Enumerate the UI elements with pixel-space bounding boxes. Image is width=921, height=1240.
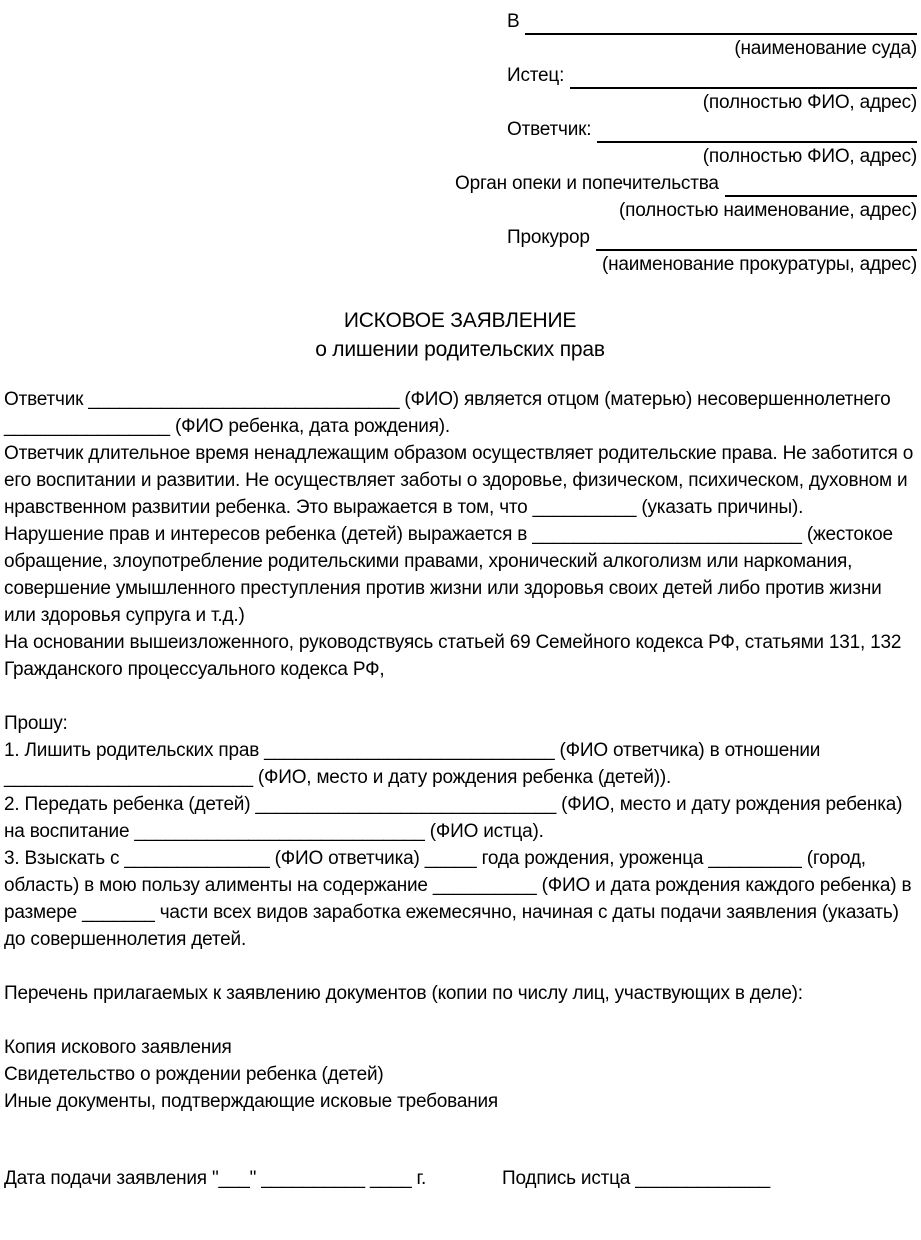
document-title	[4, 306, 916, 364]
attachment-item: Копия искового заявления	[4, 1037, 232, 1058]
plaintiff-signature-label: Подпись истца _____________	[502, 1168, 771, 1189]
defendant-line	[455, 116, 917, 143]
body-text	[4, 386, 916, 683]
defendant-caption: (полностью ФИО, адрес)	[702, 146, 917, 167]
attachments-heading: Перечень прилагаемых к заявлению документов (копии по числу лиц, участвующих в деле):	[4, 983, 803, 1004]
paragraph-neglect: Ответчик длительное время ненадлежащим образом осуществляет родительские права. Не заботится о его воспитании и развитии. Не осуществляет заботы о здоровье, физическом, психическом, духовном и нравственном развитии ребенка. Это выражается в том, что __________ (указать причины).	[4, 443, 914, 518]
guardianship-label: Орган опеки и попечительства	[455, 173, 719, 194]
prosecutor-label: Прокурор	[507, 227, 590, 248]
blank-line	[596, 228, 917, 251]
request-item-2: 2. Передать ребенка (детей) _____________________________ (ФИО, место и дату рождения ребенка) на воспитание ____________________________ (ФИО истца).	[4, 794, 903, 842]
attachment-item: Свидетельство о рождении ребенка (детей)	[4, 1064, 384, 1085]
blank-line	[525, 12, 917, 35]
request-item-1: 1. Лишить родительских прав ____________________________ (ФИО ответчика) в отношении ________________________ (ФИО, место и дату рождения ребенка (детей)).	[4, 740, 821, 788]
guardianship-caption: (полностью наименование, адрес)	[619, 200, 917, 221]
guardianship-line	[455, 170, 917, 197]
prosecutor-line	[455, 224, 917, 251]
blank-line	[597, 120, 917, 143]
attachments-list	[4, 1034, 916, 1115]
court-header-block	[455, 8, 917, 278]
court-label: В	[507, 11, 520, 32]
title-line-2: о лишении родительских прав	[315, 338, 605, 361]
request-heading: Прошу:	[4, 713, 68, 734]
filing-date-label: Дата подачи заявления "___" __________ ____ г.	[4, 1168, 427, 1189]
request-item-3: 3. Взыскать с ______________ (ФИО ответчика) _____ года рождения, уроженца _________ (город, область) в мою пользу алименты на содержание __________ (ФИО и дата рождения каждого ребенка) в размере _______ части всех видов заработка ежемесячно, начиная с даты подачи заявления (указать) до совершеннолетия детей.	[4, 848, 912, 950]
court-line	[455, 8, 917, 35]
plaintiff-caption: (полностью ФИО, адрес)	[702, 92, 917, 113]
defendant-label: Ответчик:	[507, 119, 592, 140]
paragraph-legal-basis: На основании вышеизложенного, руководствуясь статьей 69 Семейного кодекса РФ, статьями 131, 132 Гражданского процессуального кодекса РФ,	[4, 632, 902, 680]
paragraph-defendant-parent: Ответчик ______________________________ (ФИО) является отцом (матерью) несовершеннолетнего ________________ (ФИО ребенка, дата рождения).	[4, 389, 891, 437]
blank-line	[725, 174, 917, 197]
prosecutor-caption: (наименование прокуратуры, адрес)	[601, 254, 917, 275]
plaintiff-line	[455, 62, 917, 89]
plaintiff-label: Истец:	[507, 65, 565, 86]
footer-row	[4, 1165, 916, 1192]
request-section	[4, 710, 916, 953]
court-caption: (наименование суда)	[734, 38, 917, 59]
paragraph-violation: Нарушение прав и интересов ребенка (детей) выражается в __________________________ (жестокое обращение, злоупотребление родительскими правами, хронический алкоголизм или наркомания, совершение умышленного преступления против жизни или здоровья своих детей либо против жизни или здоровья супруга и т.д.)	[4, 524, 893, 626]
title-line-1: ИСКОВОЕ ЗАЯВЛЕНИЕ	[343, 309, 577, 332]
blank-line	[570, 66, 917, 89]
attachment-item: Иные документы, подтверждающие исковые требования	[4, 1091, 499, 1112]
